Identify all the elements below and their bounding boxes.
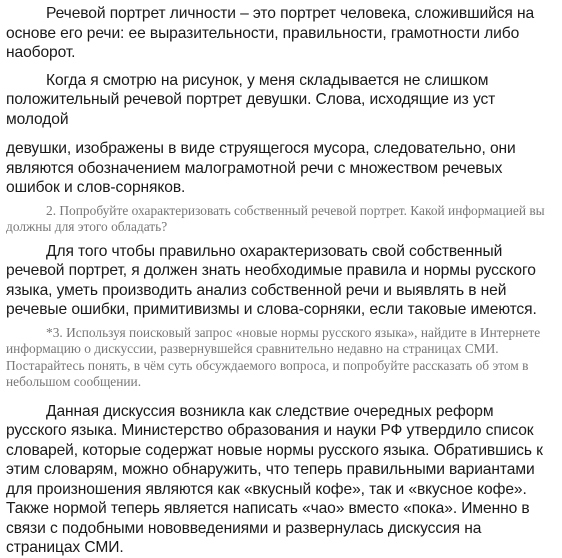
answer-paragraph-portrait-definition: Речевой портрет личности – это портрет человека, сложившийся на основе его речи: ее выразительности, правильности, грамотности либо наоборот. bbox=[6, 5, 535, 61]
exercise-question-3: *3. Используя поисковый запрос «новые нормы русского языка», найдите в Интернете информацию о дискуссии, развернувшейся сравнительно недавно на страницах СМИ. Постарайтесь понять, в чём суть обсуждаемого вопроса, и попробуйте рассказать об этом в небольшом сообщении. bbox=[6, 324, 541, 389]
answer-paragraph-drawing-continued: девушки, изображены в виде струящегося мусора, следовательно, они являются обозначением малограмотной речи с множеством речевых ошибок и слов-сорняков. bbox=[6, 140, 516, 196]
answer-paragraph-drawing: Когда я смотрю на рисунок, у меня складывается не слишком положительный речевой портрет девушки. Слова, исходящие из уст молодой bbox=[6, 71, 496, 128]
answer-paragraph-discussion: Данная дискуссия возникла как следствие очередных реформ русского языка. Министерство образования и науки РФ утвердило список словарей, которые содержат новые нормы русского языка. Обратившись к этим словарям, можно обнаружить, что теперь правильными вариантами для произношения являются как «вкусный кофе», так и «вкусное кофе». Также нормой теперь является написать «чао» вместо «пока». Именно в связи с подобными нововведениями и развернулась дискуссия на страницах СМИ. bbox=[6, 402, 543, 556]
answer-paragraph-own-portrait: Для того чтобы правильно охарактеризовать свой собственный речевой портрет, я должен знать необходимые правила и нормы русского языка, уметь производить анализ собственной речи и выявлять в ней речевые ошибки, примитивизмы и слова-сорняки, если таковые имеются. bbox=[6, 242, 537, 318]
exercise-question-2: 2. Попробуйте охарактеризовать собственный речевой портрет. Какой информацией вы должны для этого обладать? bbox=[6, 202, 545, 234]
